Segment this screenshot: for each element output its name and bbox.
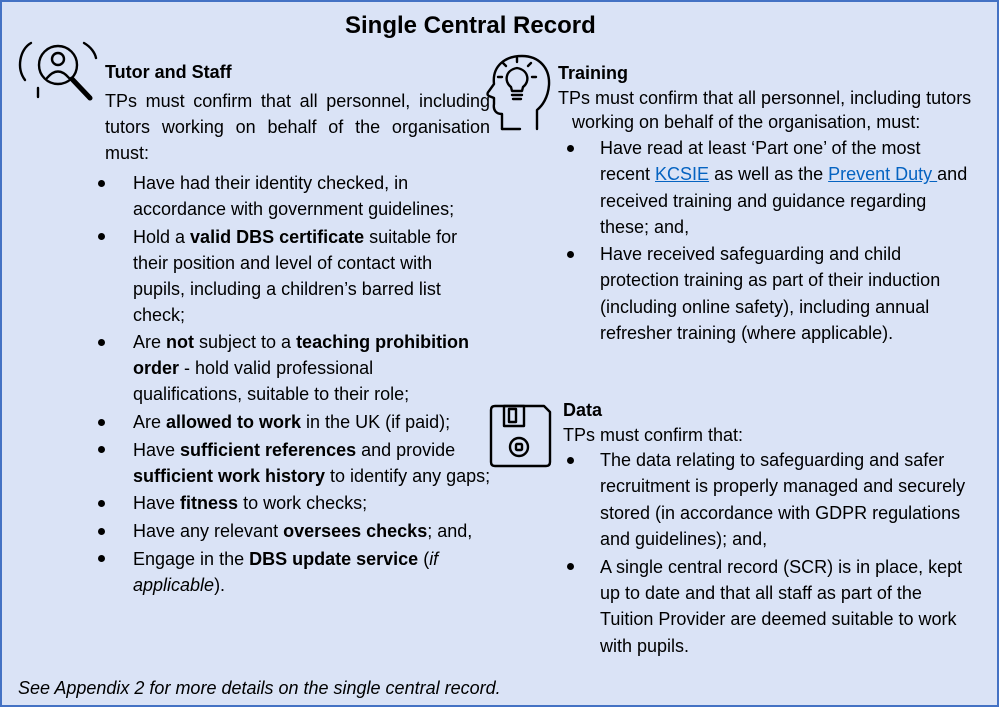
item-line [600,554,965,580]
item-text: pupils, including a children’s barred list [133,278,441,299]
item-line [600,320,967,346]
item-line [133,224,490,250]
item-text: in the UK (if paid); [301,412,451,433]
item-line [133,463,490,489]
item-text: and guidelines); and, [600,528,768,549]
list-item [133,224,490,328]
item-line [133,355,490,381]
item-line [600,526,965,552]
item-text: these; and, [600,216,690,237]
item-text: recent [600,164,656,185]
item-text: qualifications, suitable to their role; [133,384,410,405]
item-text: Have [133,493,181,514]
item-line [600,161,967,187]
page-title: Single Central Record [345,12,596,39]
item-bold-text: valid DBS certificate [190,226,365,247]
person-search-icon [12,38,104,110]
tutor-staff-heading: Tutor and Staff [105,62,232,82]
item-text: protection training as part of their induction [600,270,941,291]
item-line [133,381,490,407]
tutor-staff-intro [105,88,490,166]
item-line [600,447,965,473]
item-line [600,241,967,267]
item-italic-text: if [429,548,439,569]
data-list [600,447,965,659]
intro-line: TPs must confirm that all personnel, including [105,91,490,111]
intro-line: tutors working on behalf of the organisation [105,117,490,137]
list-item [133,518,490,544]
item-text: Have received safeguarding and child [600,244,902,265]
item-line [600,135,967,161]
list-item [133,409,490,435]
item-text: ; and, [427,521,473,542]
item-bold-text: order [133,358,180,379]
item-bold-text: teaching prohibition [296,332,470,353]
list-item [600,447,965,552]
intro-line: must: [105,143,150,163]
item-text: stored (in accordance with GDPR regulations [600,502,961,523]
item-line [133,170,490,196]
item-bold-text: not [166,332,194,353]
item-line [133,302,490,328]
item-line [133,437,490,463]
list-item [133,170,490,222]
item-italic-text: applicable [133,574,215,595]
item-line [600,267,967,293]
head-lightbulb-icon [484,50,556,136]
item-text: Engage in the [133,548,250,569]
item-bold-text: oversees checks [283,521,428,542]
item-text: and [937,164,968,185]
item-text: Are [133,332,167,353]
item-line [600,188,967,214]
item-line [133,250,490,276]
item-text: Hold a [133,226,191,247]
item-text: accordance with government guidelines; [133,199,455,219]
training-heading: Training [558,63,629,83]
item-line [600,606,965,632]
item-line [600,633,965,659]
item-bold-text: allowed to work [166,412,302,433]
item-line [600,473,965,499]
item-text: The data relating to safeguarding and safer [600,450,945,470]
list-item [600,135,967,240]
floppy-disk-icon [488,403,554,469]
item-text: recruitment is properly managed and securely [600,476,966,497]
item-text: ). [214,574,226,595]
kcsie-link[interactable]: KCSIE [655,164,710,185]
item-text: Have [133,439,181,460]
item-line [600,580,965,606]
list-item [600,554,965,659]
item-line [133,329,490,355]
item-text: Are [133,412,167,433]
list-item [133,437,490,489]
training-list [600,135,967,346]
item-line [600,294,967,320]
tutor-staff-list [133,170,490,598]
item-text: and provide [356,439,456,460]
list-item [133,329,490,407]
item-text: (including online safety), including annual [600,296,930,317]
item-line [600,214,967,240]
item-text: as well as the [709,164,829,185]
list-item [133,490,490,516]
item-line [133,518,490,544]
list-item [133,546,490,598]
footer-note: See Appendix 2 for more details on the single central record. [18,678,501,698]
item-line [133,546,490,572]
item-text: Tuition Provider are deemed suitable to work [600,609,957,630]
intro-line: working on behalf of the organisation, must: [572,112,921,132]
item-text: Have any relevant [133,521,284,542]
item-text: up to date and that all staff as part of the [600,582,922,603]
item-text: A single central record (SCR) is in place, kept [600,556,963,577]
item-line [133,196,490,222]
item-bold-text: sufficient work history [133,465,326,486]
item-text: their position and level of contact with [133,252,433,273]
item-text: with pupils. [600,635,690,656]
item-text: to work checks; [238,493,368,514]
item-text: subject to a [194,332,297,353]
data-heading: Data [563,400,603,420]
item-line [133,276,490,302]
prevent-duty-link[interactable]: Prevent Duty [828,164,938,185]
item-line [133,409,490,435]
item-line [600,500,965,526]
item-text: received training and guidance regarding [600,190,927,211]
item-text: refresher training (where applicable). [600,323,894,344]
item-text: Have read at least ‘Part one’ of the most [600,138,921,158]
item-text: check; [133,304,186,325]
training-intro [558,86,971,134]
item-line [133,490,490,516]
item-bold-text: fitness [180,493,239,514]
item-text: - hold valid professional [179,358,374,379]
item-text: suitable for [364,226,458,247]
item-bold-text: DBS update service [249,548,419,569]
item-text: ( [418,548,430,569]
list-item [600,241,967,346]
item-line [133,572,490,598]
item-text: Have had their identity checked, in [133,173,409,193]
item-text: to identify any gaps; [325,465,491,486]
item-bold-text: sufficient references [180,439,357,460]
data-intro: TPs must confirm that: [563,425,744,445]
intro-line: TPs must confirm that all personnel, including tutors [558,88,972,108]
